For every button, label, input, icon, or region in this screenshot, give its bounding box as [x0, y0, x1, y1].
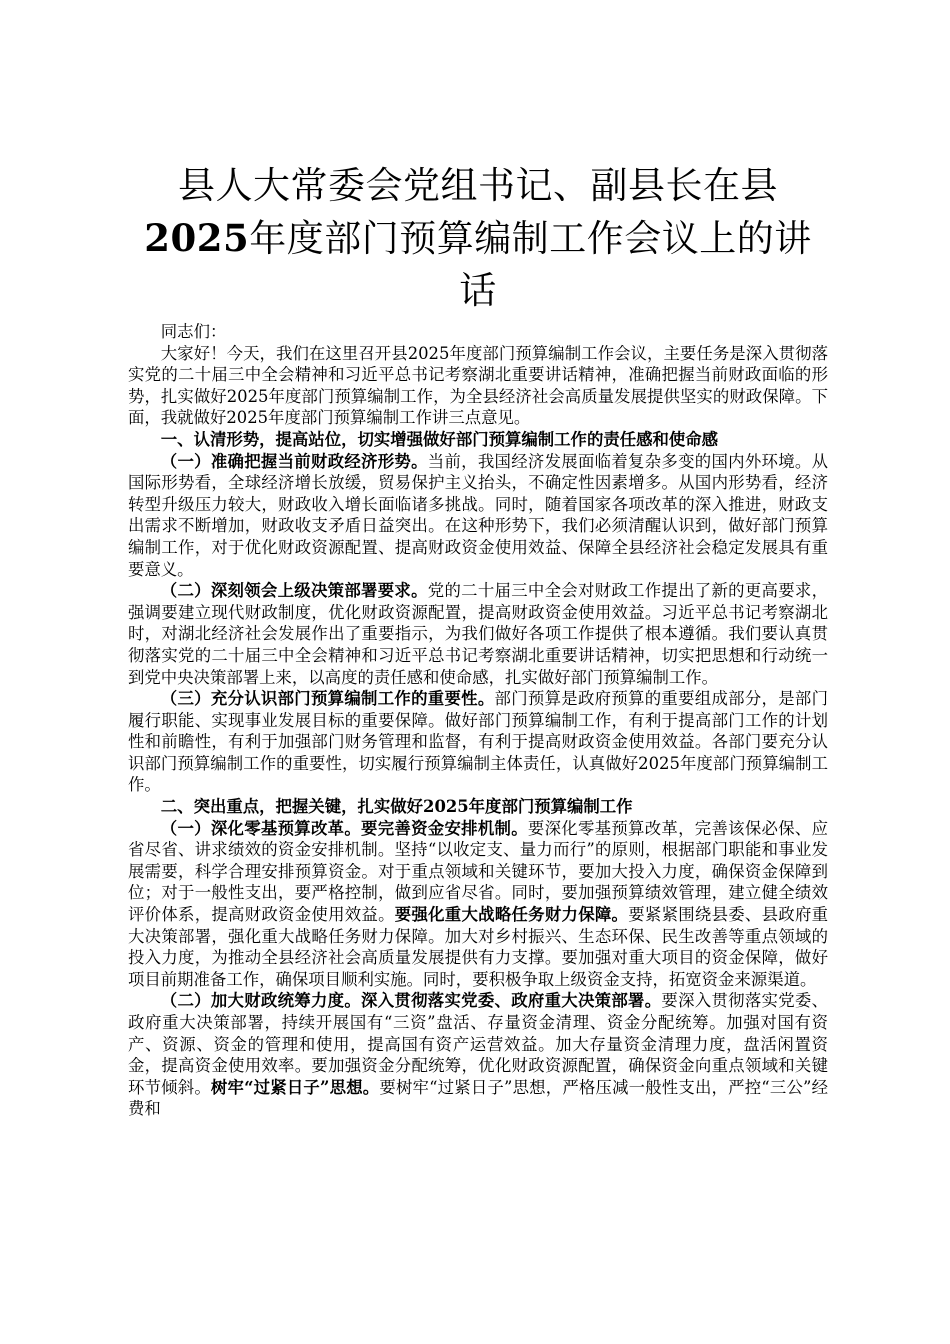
section1-heading: 一、认清形势，提高站位，切实增强做好部门预算编制工作的责任感和使命感 — [160, 429, 719, 449]
section2-p2-bold-b: 树牢“过紧日子”思想。 — [210, 1077, 380, 1097]
section2-p1-bold-b: 要强化重大战略任务财力保障。 — [394, 905, 629, 925]
section2-p2-text-b: 要树牢“过紧日子”思想，严格压减一般性支出，严控“三公”经费和 — [128, 1077, 828, 1119]
section2-paragraph-2 — [128, 990, 828, 1120]
section2-paragraph-1 — [128, 818, 828, 991]
section1-p2-lead: （二）深刻领会上级决策部署要求。 — [160, 581, 428, 601]
section1-p3-text: 部门预算是政府预算的重要组成部分，是部门履行职能、实现事业发展目标的重要保障。做好部门预算编制工作，有利于提高部门工作的计划性和前瞻性，有利于加强部门财务管理和监督，有利于提高财政资金使用效益。各部门要充分认识部门预算编制工作的重要性，切实履行预算编制主体责任，认真做好2025年度部门预算编制工作。 — [128, 689, 828, 795]
section1-paragraph-1 — [128, 451, 828, 581]
title-year: 2025 — [144, 216, 250, 260]
section1-p1-lead: （一）准确把握当前财政经济形势。 — [160, 451, 428, 471]
document-title — [128, 160, 828, 317]
section2-p2-lead: （二）加大财政统筹力度。深入贯彻落实党委、政府重大决策部署。 — [160, 991, 662, 1011]
section1-p2-text: 党的二十届三中全会对财政工作提出了新的更高要求，强调要建立现代财政制度，优化财政资源配置，提高财政资金使用效益。习近平总书记考察湖北时，对湖北经济社会发展作出了重要指示，为我们做好各项工作提供了根本遵循。我们要认真贯彻落实党的二十届三中全会精神和习近平总书记考察湖北重要讲话精神，切实把思想和行动统一到党中央决策部署上来，以高度的责任感和使命感，扎实做好部门预算编制工作。 — [128, 581, 828, 687]
section1-paragraph-3 — [128, 688, 828, 796]
document-body — [128, 321, 828, 1120]
section2-p1-lead: （一）深化零基预算改革。要完善资金安排机制。 — [160, 818, 528, 838]
section2-heading: 二、突出重点，把握关键，扎实做好2025年度部门预算编制工作 — [160, 797, 633, 817]
title-part2: 年度部门预算编制工作会议上的讲话 — [249, 217, 812, 312]
title-part1: 县人大常委会党组书记、副县长在县 — [178, 164, 778, 207]
section2-p2-text-a: 要深入贯彻落实党委、政府重大决策部署，持续开展国有“三资”盘活、存量资金清理、资金分配统筹。加强对国有资产、资源、资金的管理和使用，提高国有资产运营效益。加大存量资金清理力度，盘活闲置资金，提高资金使用效率。要加强资金分配统筹，优化财政资源配置，确保资金向重点领域和关键环节倾斜。 — [128, 991, 828, 1097]
salutation: 同志们： — [160, 322, 227, 341]
section2-p1-text-a: 要深化零基预算改革，完善该保必保、应省尽省、讲求绩效的资金安排机制。坚持“以收定支、量力而行”的原则，根据部门职能和事业发展需要，科学合理安排预算资金。对于重点领域和关键环节，要加大投入力度，确保资金保障到位；对于一般性支出，要严格控制，做到应省尽省。同时，要加强预算绩效管理，建立健全绩效评价体系，提高财政资金使用效益。 — [128, 818, 828, 925]
section2-p1-text-b: 要紧紧围绕县委、县政府重大决策部署，强化重大战略任务财力保障。加大对乡村振兴、生态环保、民生改善等重点领域的投入力度，为推动全县经济社会高质量发展提供有力支撑。要加强对重大项目的资金保障，做好项目前期准备工作，确保项目顺利实施。同时，要积极争取上级资金支持，拓宽资金来源渠道。 — [128, 905, 829, 989]
section1-paragraph-2 — [128, 580, 828, 688]
section1-p3-lead: （三）充分认识部门预算编制工作的重要性。 — [160, 689, 495, 709]
intro-paragraph: 大家好！今天，我们在这里召开县2025年度部门预算编制工作会议，主要任务是深入贯彻落实党的二十届三中全会精神和习近平总书记考察湖北重要讲话精神，准确把握当前财政面临的形势，扎实做好2025年度部门预算编制工作，为全县经济社会高质量发展提供坚实的财政保障。下面，我就做好2025年度部门预算编制工作讲三点意见。 — [128, 343, 828, 428]
section1-p1-text: 当前，我国经济发展面临着复杂多变的国内外环境。从国际形势看，全球经济增长放缓，贸易保护主义抬头，不确定性因素增多。从国内形势看，经济转型升级压力较大，财政收入增长面临诸多挑战。同时，随着国家各项改革的深入推进，财政支出需求不断增加，财政收支矛盾日益突出。在这种形势下，我们必须清醒认识到，做好部门预算编制工作，对于优化财政资源配置、提高财政资金使用效益、保障全县经济社会稳定发展具有重要意义。 — [128, 451, 828, 579]
